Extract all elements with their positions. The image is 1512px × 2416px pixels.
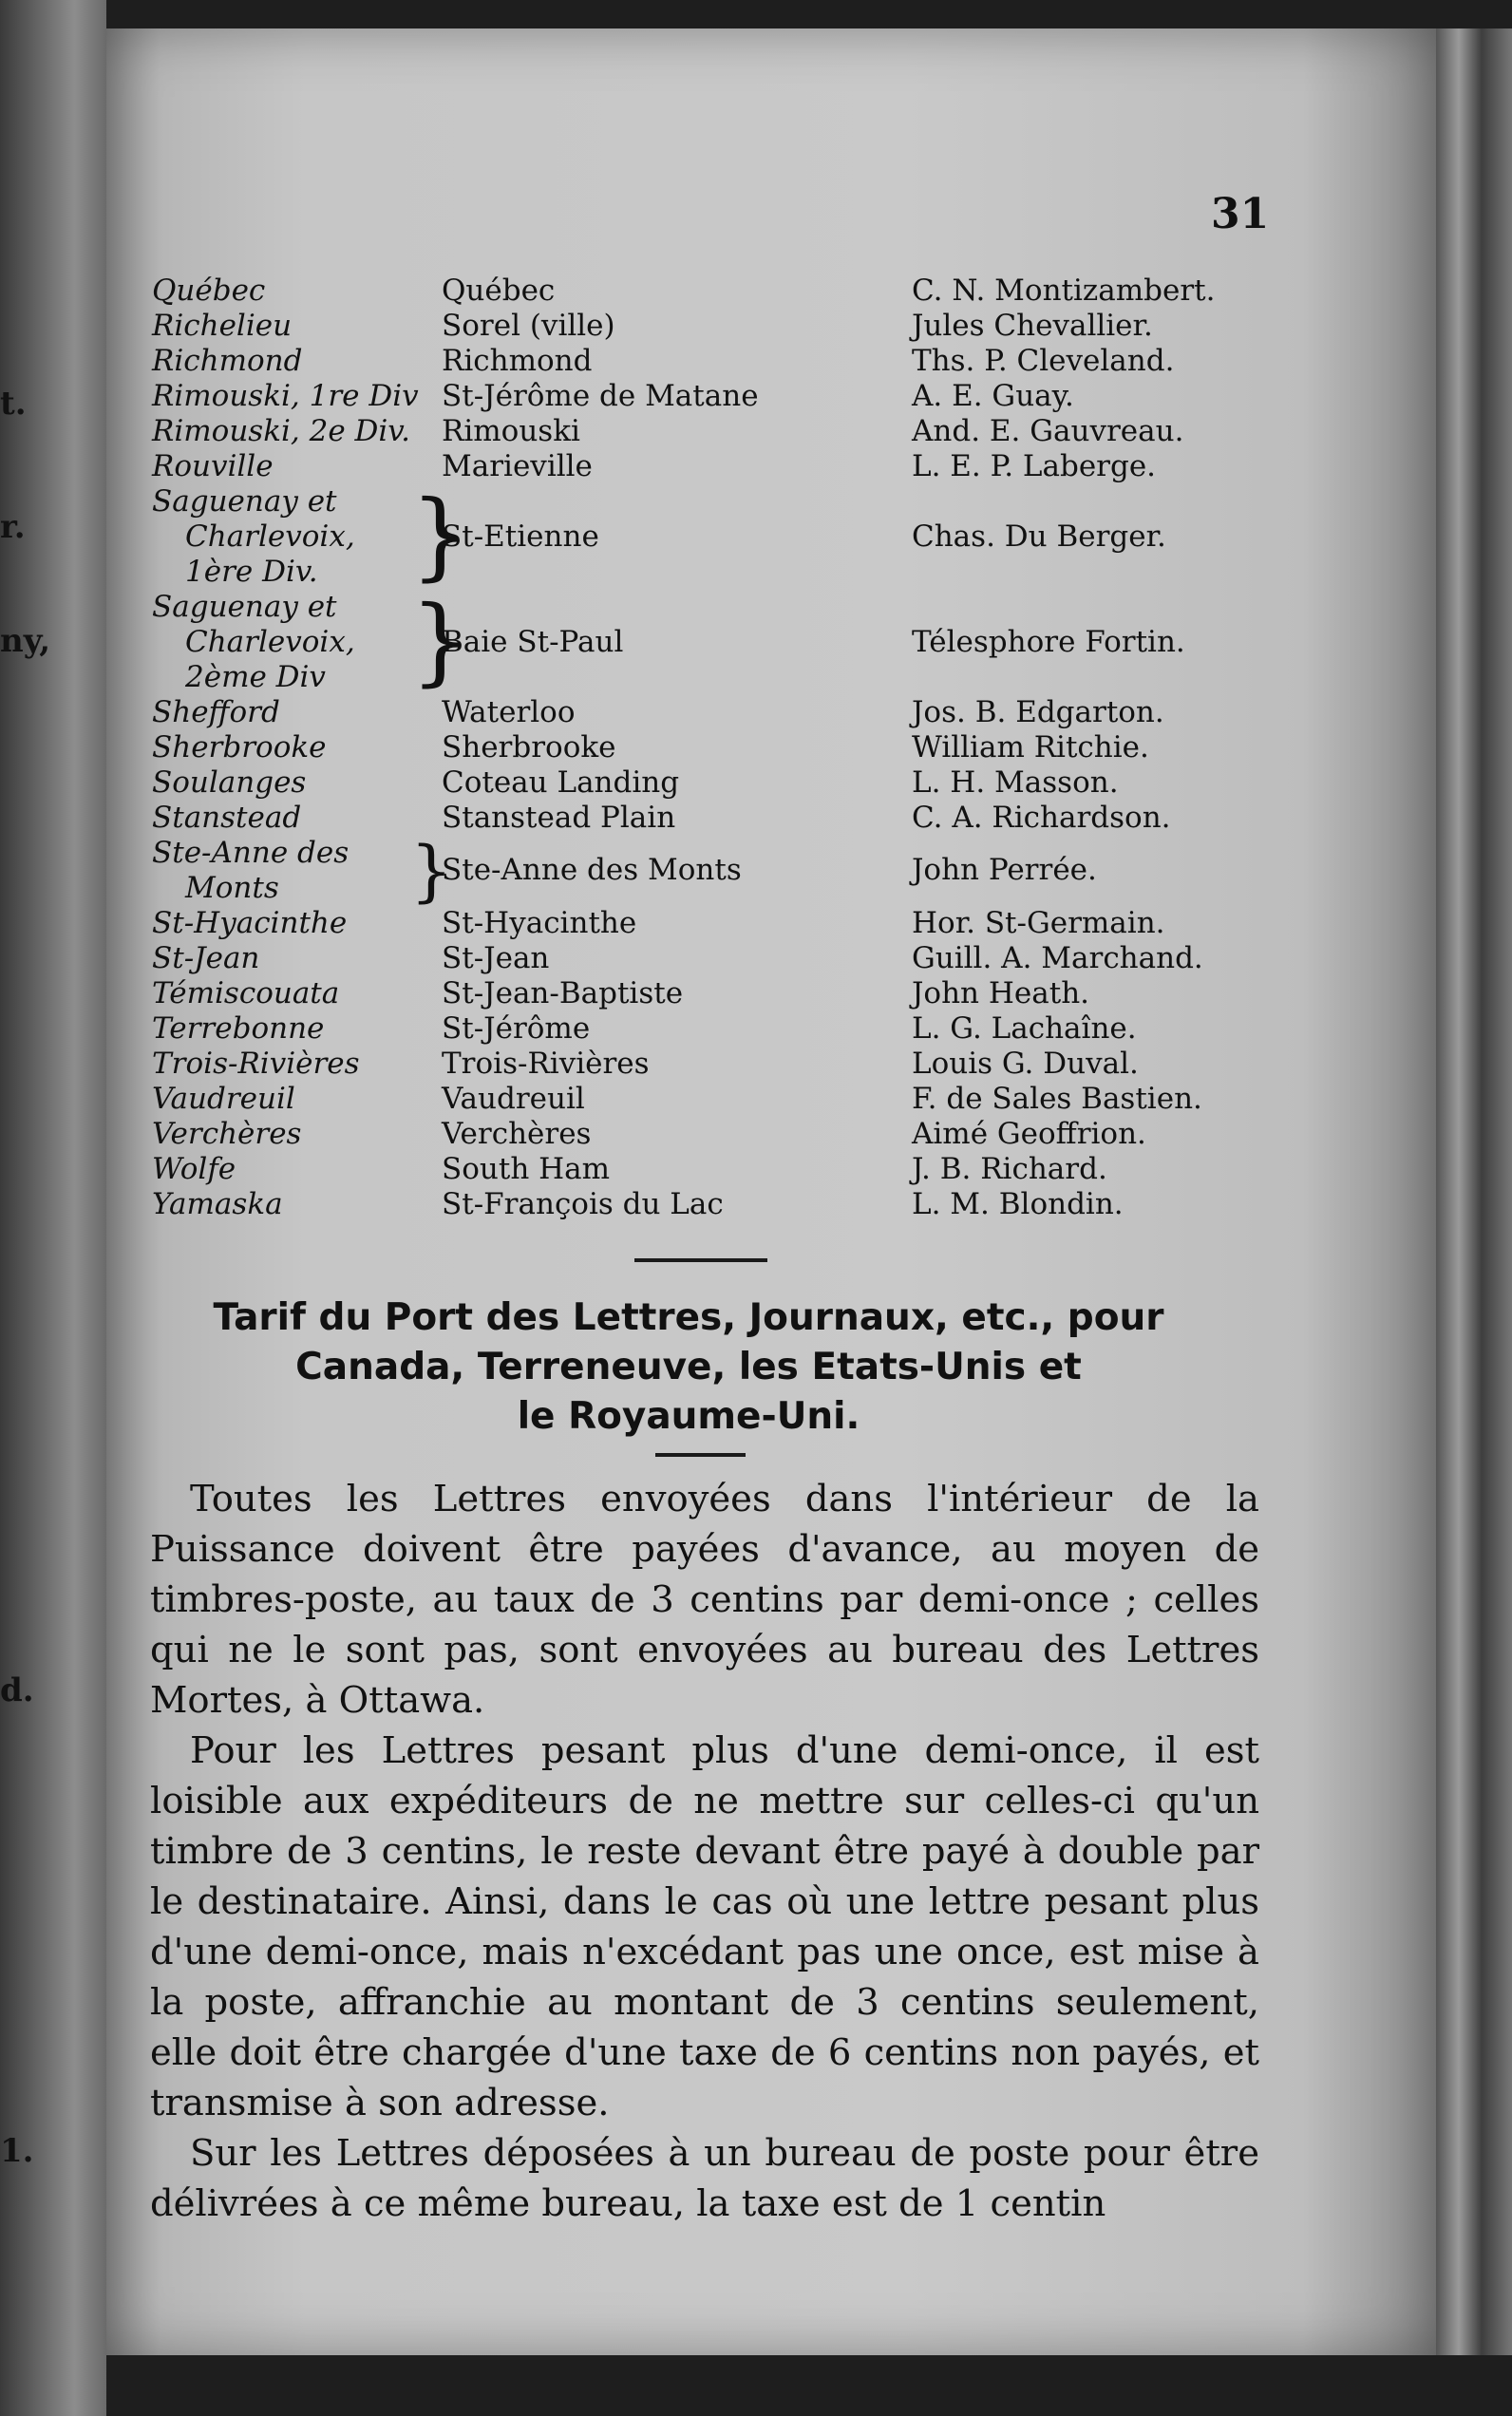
- listing-row: [152, 730, 1273, 765]
- town-name: St-Jean: [442, 941, 550, 975]
- county-name: St-Jean: [152, 941, 260, 975]
- tariff-text: [150, 1474, 1259, 2229]
- official-name: Jules Chevallier.: [912, 309, 1153, 343]
- listing-row: [152, 379, 1273, 414]
- listing-row: [152, 344, 1273, 379]
- county-name: Saguenay et Charlevoix, 2ème Div: [152, 590, 355, 694]
- official-name: C. N. Montizambert.: [912, 274, 1216, 308]
- town-name: St-Jean-Baptiste: [442, 976, 684, 1010]
- town-name: Verchères: [442, 1117, 592, 1151]
- margin-fragment: d.: [0, 1671, 34, 1709]
- margin-fragment: ny,: [0, 622, 51, 660]
- town-name: Richmond: [442, 344, 593, 378]
- official-name: William Ritchie.: [912, 730, 1149, 764]
- county-name: Soulanges: [152, 765, 307, 800]
- official-name: John Heath.: [912, 976, 1090, 1010]
- section-heading: Tarif du Port des Lettres, Journaux, etc., pour Canada, Terreneuve, les Etats-Unis et le Royaume-Uni.: [213, 1296, 1164, 1438]
- county-name: Stanstead: [152, 801, 302, 835]
- county-name: Verchères: [152, 1117, 302, 1151]
- listing-row: [152, 1047, 1273, 1082]
- listing-row: [152, 906, 1273, 941]
- official-name: Guill. A. Marchand.: [912, 941, 1203, 975]
- listing-row: [152, 941, 1273, 976]
- county-name: Wolfe: [152, 1152, 236, 1186]
- county-name: Québec: [152, 274, 266, 308]
- paragraph: Pour les Lettres pesant plus d'une demi-once, il est loisible aux expéditeurs de ne mettre sur celles-ci qu'un timbre de 3 centins, le reste devant être payé à double par le destinataire. Ainsi, dans le cas où une lettre pesant plus d'une demi-once, mais n'excédant pas une once, est mise à la poste, affranchie au montant de 3 centins seulement, elle doit être chargée d'une taxe de 6 centins non payés, et transmise à son adresse.: [150, 1729, 1259, 2124]
- page-number: 31: [1211, 190, 1270, 238]
- county-listing: [152, 274, 1273, 1222]
- county-name: Ste-Anne des Monts: [152, 836, 350, 905]
- official-name: Aimé Geoffrion.: [912, 1117, 1146, 1151]
- listing-row: [152, 1082, 1273, 1117]
- town-name: Waterloo: [442, 695, 576, 729]
- county-name: Témiscouata: [152, 976, 340, 1010]
- official-name: L. M. Blondin.: [912, 1187, 1124, 1221]
- listing-row: [152, 449, 1273, 484]
- town-name: St-François du Lac: [442, 1187, 724, 1221]
- official-name: Chas. Du Berger.: [912, 519, 1166, 554]
- official-name: And. E. Gauvreau.: [912, 414, 1184, 448]
- county-name: Rimouski, 2e Div.: [152, 414, 410, 448]
- county-name: Richelieu: [152, 309, 293, 343]
- town-name: Stanstead Plain: [442, 801, 676, 835]
- listing-row: [152, 976, 1273, 1011]
- listing-row: [152, 585, 1273, 696]
- town-name: Trois-Rivières: [442, 1047, 650, 1081]
- paragraph: Sur les Lettres déposées à un bureau de poste pour être délivrées à ce même bureau, la taxe est de 1 centin: [150, 2132, 1259, 2225]
- official-name: Hor. St-Germain.: [912, 906, 1165, 940]
- county-name: Terrebonne: [152, 1011, 325, 1046]
- listing-row: [152, 309, 1273, 344]
- official-name: Jos. B. Edgarton.: [912, 695, 1164, 729]
- town-name: St-Jérôme de Matane: [442, 379, 759, 413]
- listing-row: [152, 801, 1273, 836]
- book-spine: [1436, 28, 1512, 2355]
- county-name: Yamaska: [152, 1187, 283, 1221]
- town-name: Sorel (ville): [442, 309, 615, 343]
- brace-glyph: }: [410, 832, 453, 910]
- listing-row: [152, 832, 1273, 910]
- official-name: J. B. Richard.: [912, 1152, 1107, 1186]
- town-name: St-Jérôme: [442, 1011, 591, 1046]
- county-name: Trois-Rivières: [152, 1047, 360, 1081]
- official-name: A. E. Guay.: [912, 379, 1074, 413]
- town-name: Marieville: [442, 449, 593, 483]
- town-name: St-Hyacinthe: [442, 906, 637, 940]
- county-name: Rouville: [152, 449, 274, 483]
- listing-row: [152, 414, 1273, 449]
- heading-divider: [655, 1453, 746, 1457]
- brace-glyph: }: [410, 585, 471, 696]
- adjacent-page-strip: [0, 0, 106, 2416]
- town-name: St-Etienne: [442, 519, 599, 554]
- official-name: Télesphore Fortin.: [912, 625, 1185, 659]
- margin-fragment: 1.: [0, 2132, 34, 2170]
- official-name: Ths. P. Cleveland.: [912, 344, 1175, 378]
- county-name: Vaudreuil: [152, 1082, 295, 1116]
- town-name: Rimouski: [442, 414, 580, 448]
- county-name: St-Hyacinthe: [152, 906, 348, 940]
- listing-row: [152, 765, 1273, 801]
- section-divider: [634, 1258, 767, 1262]
- official-name: C. A. Richardson.: [912, 801, 1171, 835]
- town-name: South Ham: [442, 1152, 611, 1186]
- official-name: L. H. Masson.: [912, 765, 1119, 800]
- town-name: Coteau Landing: [442, 765, 680, 800]
- county-name: Saguenay et Charlevoix, 1ère Div.: [152, 484, 355, 589]
- official-name: L. G. Lachaîne.: [912, 1011, 1137, 1046]
- listing-row: [152, 1187, 1273, 1222]
- listing-row: [152, 274, 1273, 309]
- official-name: John Perrée.: [912, 853, 1097, 887]
- official-name: L. E. P. Laberge.: [912, 449, 1157, 483]
- town-name: Ste-Anne des Monts: [442, 853, 742, 887]
- town-name: Vaudreuil: [442, 1082, 585, 1116]
- county-name: Sherbrooke: [152, 730, 327, 764]
- listing-row: [152, 1011, 1273, 1047]
- town-name: Sherbrooke: [442, 730, 616, 764]
- county-name: Richmond: [152, 344, 303, 378]
- town-name: Québec: [442, 274, 556, 308]
- margin-fragment: t.: [0, 385, 27, 423]
- town-name: Baie St-Paul: [442, 625, 624, 659]
- official-name: Louis G. Duval.: [912, 1047, 1139, 1081]
- listing-row: [152, 480, 1273, 591]
- margin-fragment: r.: [0, 508, 26, 546]
- paragraph: Toutes les Lettres envoyées dans l'intérieur de la Puissance doivent être payées d'avance, au moyen de timbres-poste, au taux de 3 centins par demi-once ; celles qui ne le sont pas, sont envoyées au bureau des Lettres Mortes, à Ottawa.: [150, 1478, 1259, 1722]
- brace-glyph: }: [410, 480, 471, 591]
- listing-row: [152, 1117, 1273, 1152]
- official-name: F. de Sales Bastien.: [912, 1082, 1202, 1116]
- county-name: Rimouski, 1re Div: [152, 379, 419, 413]
- county-name: Shefford: [152, 695, 280, 729]
- listing-row: [152, 695, 1273, 730]
- listing-row: [152, 1152, 1273, 1187]
